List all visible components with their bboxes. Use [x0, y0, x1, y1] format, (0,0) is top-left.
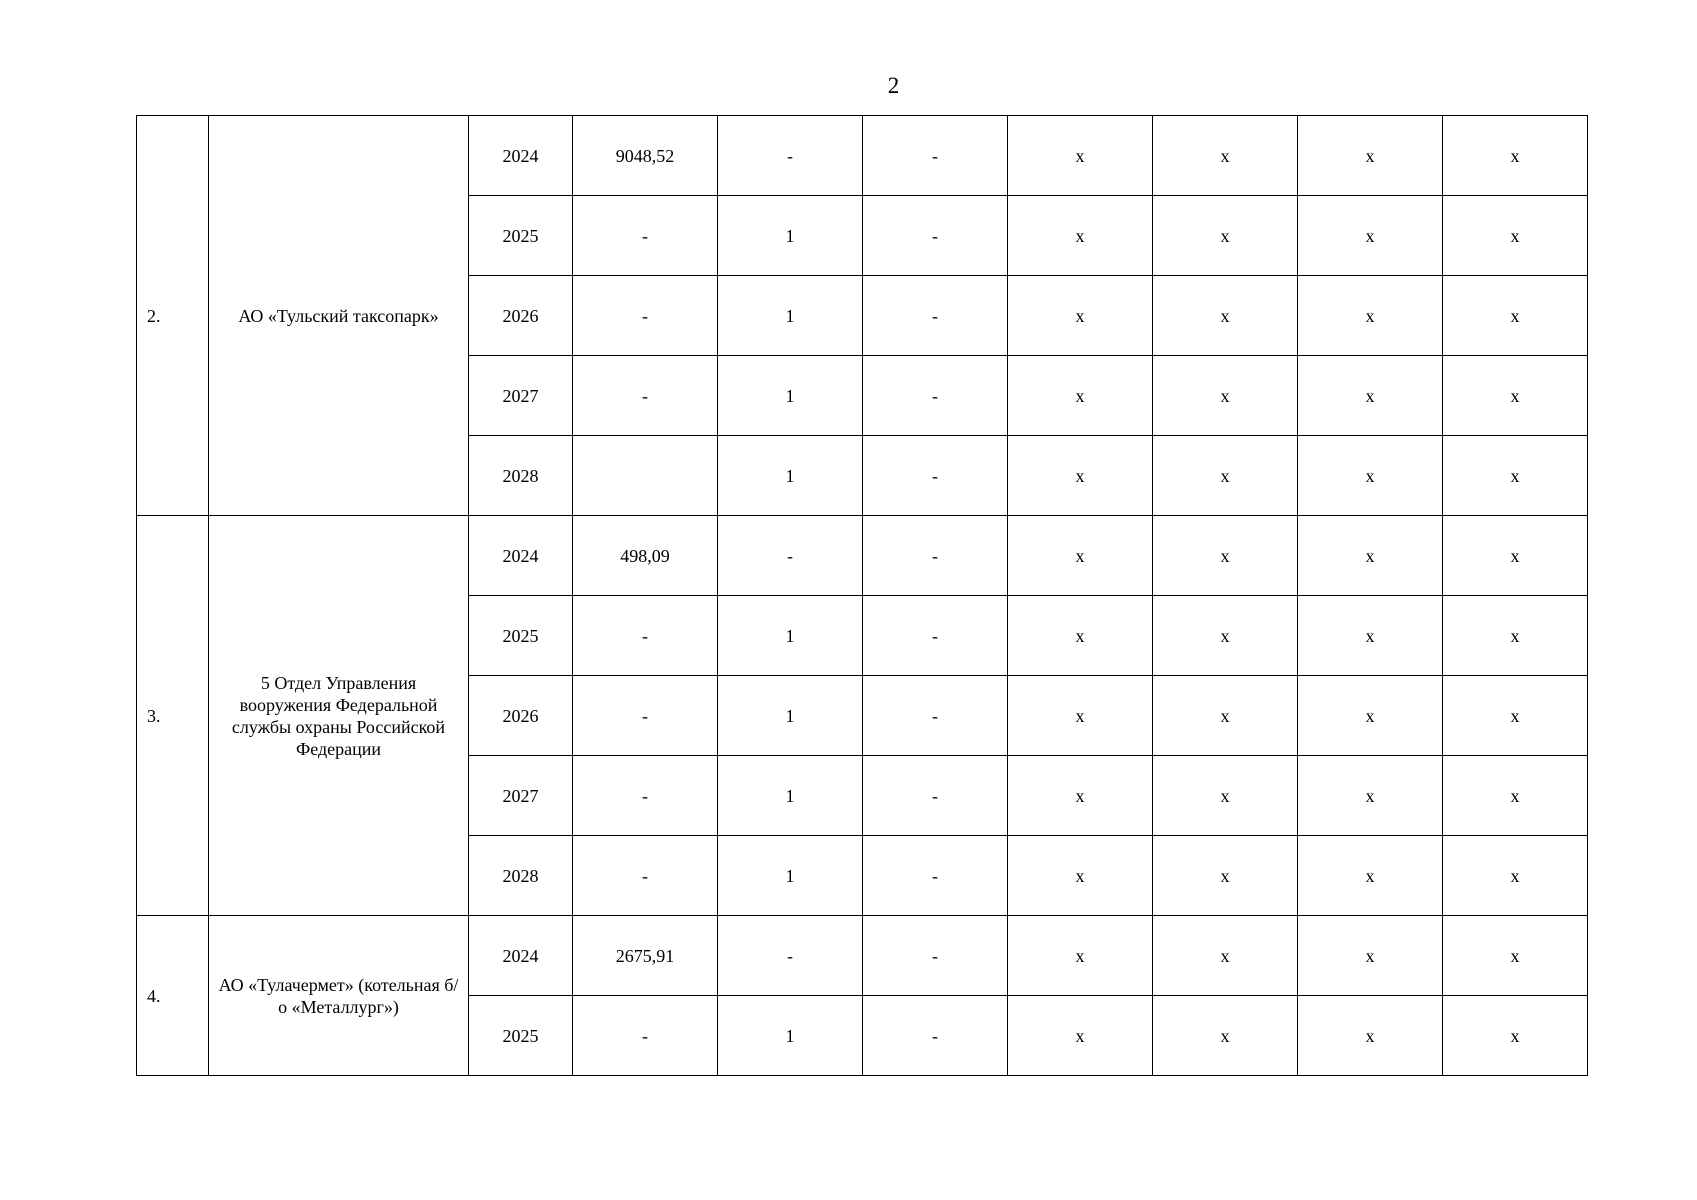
table-cell: 1 [718, 356, 863, 436]
year-cell: 2025 [469, 596, 573, 676]
table-cell: - [718, 916, 863, 996]
table-row [137, 916, 1588, 996]
value-cell: - [573, 356, 718, 436]
table-cell: x [1298, 596, 1443, 676]
year-cell: 2026 [469, 676, 573, 756]
year-cell: 2025 [469, 996, 573, 1076]
table-cell: x [1153, 116, 1298, 196]
table-cell: x [1443, 356, 1588, 436]
table-cell: x [1443, 116, 1588, 196]
table-cell: x [1298, 276, 1443, 356]
table-cell: x [1008, 196, 1153, 276]
table-cell: - [718, 116, 863, 196]
table-cell: 1 [718, 436, 863, 516]
table-cell: x [1008, 356, 1153, 436]
table-cell: x [1298, 676, 1443, 756]
table-cell: x [1153, 996, 1298, 1076]
table-cell: x [1443, 756, 1588, 836]
year-cell: 2027 [469, 356, 573, 436]
table-cell: x [1153, 596, 1298, 676]
table-row [137, 516, 1588, 596]
table-cell: x [1443, 676, 1588, 756]
table-row [137, 116, 1588, 196]
table-cell: x [1298, 116, 1443, 196]
table-cell: x [1443, 196, 1588, 276]
table-cell: 1 [718, 996, 863, 1076]
table-cell: x [1153, 516, 1298, 596]
table-cell: x [1008, 516, 1153, 596]
year-cell: 2025 [469, 196, 573, 276]
table-cell: x [1153, 356, 1298, 436]
table-cell: - [863, 276, 1008, 356]
table-cell: x [1008, 836, 1153, 916]
table-cell: x [1153, 196, 1298, 276]
table-cell: x [1443, 436, 1588, 516]
table-cell: x [1298, 356, 1443, 436]
year-cell: 2024 [469, 116, 573, 196]
table-cell: x [1298, 916, 1443, 996]
table-cell: - [863, 196, 1008, 276]
year-cell: 2026 [469, 276, 573, 356]
value-cell: 9048,52 [573, 116, 718, 196]
table-cell: 1 [718, 196, 863, 276]
table-cell: 1 [718, 836, 863, 916]
table-cell: - [863, 676, 1008, 756]
table-cell: x [1008, 916, 1153, 996]
table-cell: x [1008, 116, 1153, 196]
table-cell: - [863, 596, 1008, 676]
year-cell: 2024 [469, 516, 573, 596]
year-cell: 2024 [469, 916, 573, 996]
table-cell: x [1298, 516, 1443, 596]
table-cell: 1 [718, 596, 863, 676]
table-cell: x [1443, 516, 1588, 596]
year-cell: 2027 [469, 756, 573, 836]
table-cell: - [863, 516, 1008, 596]
value-cell: - [573, 196, 718, 276]
page-number: 2 [887, 73, 900, 98]
table-cell: x [1153, 276, 1298, 356]
table-cell: x [1153, 436, 1298, 516]
table-cell: x [1153, 676, 1298, 756]
table-cell: - [863, 916, 1008, 996]
table-cell: - [863, 836, 1008, 916]
table-cell: x [1298, 756, 1443, 836]
table-cell: x [1008, 756, 1153, 836]
table-cell: - [718, 516, 863, 596]
table-cell: x [1298, 436, 1443, 516]
table-cell: x [1443, 276, 1588, 356]
year-cell: 2028 [469, 836, 573, 916]
organization-name: АО «Тулачермет» (котельная б/о «Металлург») [209, 916, 469, 1076]
organization-name: 5 Отдел Управления вооружения Федеральной службы охраны Российской Федерации [209, 516, 469, 916]
table-cell: x [1008, 596, 1153, 676]
table-cell: x [1153, 756, 1298, 836]
value-cell: - [573, 276, 718, 356]
table-cell: 1 [718, 676, 863, 756]
organization-name: АО «Тульский таксопарк» [209, 116, 469, 516]
value-cell: 498,09 [573, 516, 718, 596]
table-cell: 1 [718, 756, 863, 836]
table-cell: x [1298, 196, 1443, 276]
value-cell: - [573, 596, 718, 676]
row-number: 4. [137, 916, 209, 1076]
table-cell: x [1008, 996, 1153, 1076]
value-cell: 2675,91 [573, 916, 718, 996]
table-cell: - [863, 356, 1008, 436]
table-cell: 1 [718, 276, 863, 356]
table-cell: x [1153, 916, 1298, 996]
table-cell: x [1298, 836, 1443, 916]
table-cell: x [1443, 836, 1588, 916]
year-cell: 2028 [469, 436, 573, 516]
row-number: 3. [137, 516, 209, 916]
table-cell: x [1443, 596, 1588, 676]
value-cell [573, 436, 718, 516]
table-cell: - [863, 996, 1008, 1076]
value-cell: - [573, 676, 718, 756]
table-cell: x [1008, 436, 1153, 516]
table-cell: - [863, 756, 1008, 836]
table-cell: - [863, 116, 1008, 196]
value-cell: - [573, 996, 718, 1076]
table-cell: x [1443, 996, 1588, 1076]
table-cell: x [1298, 996, 1443, 1076]
row-number: 2. [137, 116, 209, 516]
table-cell: x [1008, 676, 1153, 756]
value-cell: - [573, 756, 718, 836]
table-cell: x [1443, 916, 1588, 996]
data-table [136, 115, 1588, 1076]
table-cell: x [1008, 276, 1153, 356]
table-cell: x [1153, 836, 1298, 916]
value-cell: - [573, 836, 718, 916]
table-cell: - [863, 436, 1008, 516]
